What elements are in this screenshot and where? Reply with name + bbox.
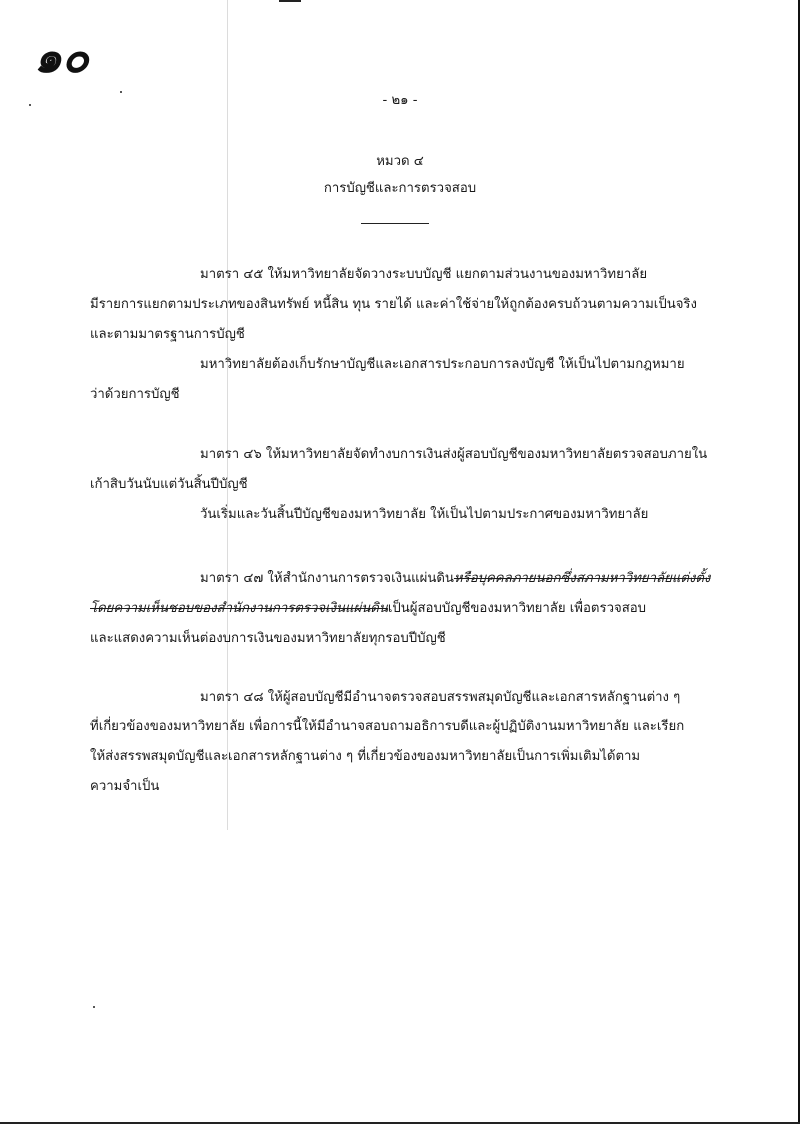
section-47-line-3: และแสดงความเห็นต่องบการเงินของมหาวิทยาลัยทุกรอบปีบัญชี bbox=[90, 631, 446, 646]
section-47-line-1 bbox=[200, 572, 710, 585]
section-45-line-3: และตามมาตรฐานการบัญชี bbox=[90, 327, 245, 342]
handwritten-page-number: ๑๐ bbox=[34, 32, 89, 83]
section-48-line-4: ความจำเป็น bbox=[90, 779, 160, 794]
section-48-line-2: ที่เกี่ยวข้องของมหาวิทยาลัย เพื่อการนี้ให้มีอำนาจสอบถามอธิการบดีและผู้ปฏิบัติงานมหาวิทยาลัย และเรียก bbox=[90, 719, 685, 734]
scan-artifact-line bbox=[227, 0, 228, 830]
struck-out-text: โดยความเห็นชอบของสำนักงานการตรวจเงินแผ่นดิน bbox=[90, 601, 388, 616]
scan-mark-top bbox=[279, 0, 301, 2]
scan-speck bbox=[120, 91, 122, 93]
section-47-line-2 bbox=[90, 602, 646, 615]
section-48-line-1: มาตรา ๔๘ ให้ผู้สอบบัญชีมีอำนาจตรวจสอบสรรพสมุดบัญชีและเอกสารหลักฐานต่าง ๆ bbox=[200, 690, 681, 705]
section-45-line-4: มหาวิทยาลัยต้องเก็บรักษาบัญชีและเอกสารประกอบการลงบัญชี ให้เป็นไปตามกฎหมาย bbox=[200, 357, 685, 372]
title-underline bbox=[361, 223, 429, 224]
section-46-line-2: เก้าสิบวันนับแต่วันสิ้นปีบัญชี bbox=[90, 477, 248, 492]
chapter-title: หมวด ๔ bbox=[376, 154, 424, 169]
scan-speck bbox=[93, 1006, 95, 1008]
section-45-line-5: ว่าด้วยการบัญชี bbox=[90, 387, 180, 402]
page-number: - ๒๑ - bbox=[382, 93, 418, 108]
struck-out-text: หรือบุคคลภายนอกซึ่งสภามหาวิทยาลัยแต่งตั้ง bbox=[453, 571, 711, 586]
section-48-line-3: ให้ส่งสรรพสมุดบัญชีและเอกสารหลักฐานต่าง ๆ ที่เกี่ยวข้องของมหาวิทยาลัยเป็นการเพิ่มเติมได้ตาม bbox=[90, 749, 641, 764]
section-47-text: มาตรา ๔๗ ให้สำนักงานการตรวจเงินแผ่นดิน bbox=[200, 571, 454, 586]
section-46-line-3: วันเริ่มและวันสิ้นปีบัญชีของมหาวิทยาลัย ให้เป็นไปตามประกาศของมหาวิทยาลัย bbox=[200, 507, 649, 522]
section-45-line-1: มาตรา ๔๕ ให้มหาวิทยาลัยจัดวางระบบบัญชี แยกตามส่วนงานของมหาวิทยาลัย bbox=[200, 267, 648, 282]
section-46-line-1: มาตรา ๔๖ ให้มหาวิทยาลัยจัดทำงบการเงินส่งผู้สอบบัญชีของมหาวิทยาลัยตรวจสอบภายใน bbox=[200, 447, 708, 462]
chapter-subtitle: การบัญชีและการตรวจสอบ bbox=[323, 181, 477, 196]
section-45-line-2: มีรายการแยกตามประเภทของสินทรัพย์ หนี้สิน ทุน รายได้ และค่าใช้จ่ายให้ถูกต้องครบถ้วนตามความเป็นจริง bbox=[90, 297, 697, 312]
section-47-text: เป็นผู้สอบบัญชีของมหาวิทยาลัย เพื่อตรวจสอบ bbox=[387, 601, 647, 616]
